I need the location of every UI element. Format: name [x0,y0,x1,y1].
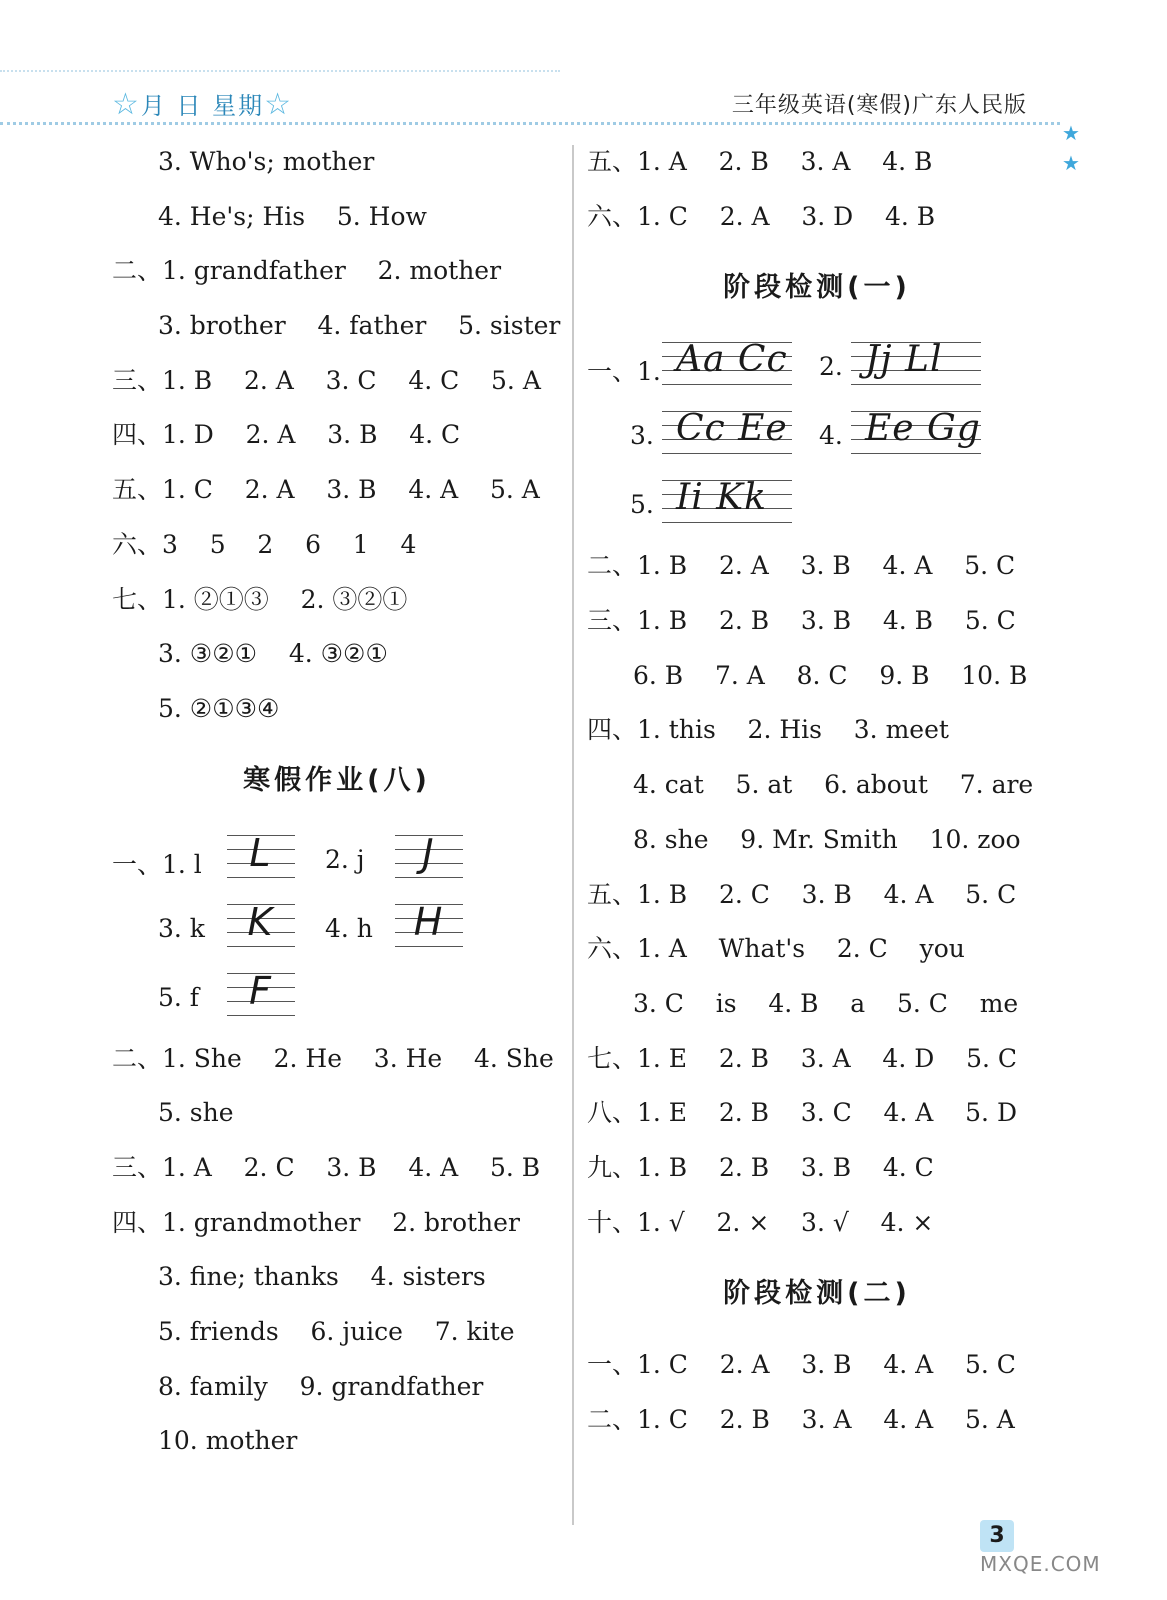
answer-text: 四、1. D 2. A 3. B 4. C [112,420,461,450]
header-dotted-line [0,122,1060,125]
handwriting-row [112,825,562,894]
answer-text: 七、1. E 2. B 3. A 4. D 5. C [587,1043,1017,1073]
answer-text: 3. C is 4. B a 5. C me [633,988,1019,1018]
star-icon: ★ [1062,151,1080,175]
column-divider [572,145,574,1525]
answer-text: 三、1. B 2. A 3. C 4. C 5. A [112,365,541,395]
answer-row [587,977,1047,1032]
handwriting-item [112,894,312,963]
answer-row [587,190,1047,245]
writing-lines [227,825,295,891]
answer-text: 5. ②①③④ [158,693,280,723]
handwritten-letters: Aa Cc [676,339,788,381]
handwritten-letters: Ee Gg [865,408,981,450]
answer-row [112,190,562,245]
answer-row [587,135,1047,190]
answer-text: 五、1. A 2. B 3. A 4. B [587,147,933,176]
answer-row [587,1141,1047,1196]
item-number: 一、1. [587,357,661,387]
answer-text: 四、1. this 2. His 3. meet [587,715,949,745]
answer-row [112,1250,562,1305]
item-number: 4. h [325,913,373,943]
watermark: MXQE.COM [980,1552,1101,1576]
header-dotted-line-top [0,70,560,72]
answer-text: 3. brother 4. father 5. sister [158,311,561,341]
answer-text: 二、1. B 2. A 3. B 4. A 5. C [587,551,1016,581]
answer-text: 3. ③②① 4. ③②① [158,639,388,669]
answer-row [587,758,1047,813]
answer-row [587,1032,1047,1087]
handwritten-letters: Jj Ll [865,339,943,381]
handwriting-item [819,332,1029,401]
answer-row [112,1360,562,1415]
date-label-text: 月 日 星期 [140,92,265,120]
answer-text: 九、1. B 2. B 3. B 4. C [587,1152,934,1182]
answer-row [587,1338,1047,1393]
handwriting-item [325,894,465,963]
answer-text: 4. cat 5. at 6. about 7. are [633,770,1034,800]
answer-row [112,1141,562,1196]
answer-text: 二、1. She 2. He 3. He 4. She [112,1043,554,1073]
item-number: 3. [630,421,654,451]
answer-text: 五、1. B 2. C 3. B 4. A 5. C [587,879,1017,909]
handwritten-letter: L [249,830,273,875]
answer-row [587,703,1047,758]
answer-text: 10. mother [158,1426,298,1456]
answer-text: 六、3 5 2 6 1 4 [112,529,417,559]
writing-lines [395,825,463,891]
answer-row [112,463,562,518]
answer-text: 八、1. E 2. B 3. C 4. A 5. D [587,1098,1017,1128]
right-column [587,135,1047,1448]
book-title: 三年级英语(寒假)广东人民版 [731,93,1027,118]
item-number: 5. [630,490,654,520]
answer-row [112,354,562,409]
item-number: 2. [819,352,843,382]
answer-row [587,539,1047,594]
answer-text: 五、1. C 2. A 3. B 4. A 5. A [112,475,540,505]
handwriting-item [112,963,312,1032]
handwriting-item [587,401,817,470]
handwritten-letter: H [413,899,445,944]
answer-row [112,1414,562,1469]
answer-row [587,868,1047,923]
answer-text: 七、1. ②①③ 2. ③②① [112,584,408,614]
answer-row [112,627,562,682]
answer-row [112,244,562,299]
writing-lines [851,332,981,398]
answer-row [112,518,562,573]
item-number: 5. f [158,982,200,1012]
answer-row [112,682,562,737]
handwriting-row [587,401,1047,470]
answer-row [587,649,1047,704]
handwritten-letter: F [249,968,273,1013]
handwriting-row [112,894,562,963]
answer-text: 二、1. grandfather 2. mother [112,256,502,286]
item-number: 3. k [158,913,205,943]
section-heading: 阶段检测(二) [723,1278,911,1310]
answer-row [587,1393,1047,1448]
handwritten-letter: J [422,830,436,875]
section-heading: 寒假作业(八) [243,764,431,796]
answer-text: 8. she 9. Mr. Smith 10. zoo [633,824,1021,854]
decorative-stars [1062,118,1080,178]
item-number: 一、1. l [112,849,202,879]
answer-text: 三、1. A 2. C 3. B 4. A 5. B [112,1152,541,1182]
answer-row [587,813,1047,868]
answer-text: 8. family 9. grandfather [158,1371,484,1401]
writing-lines [395,894,463,960]
handwriting-row [587,332,1047,401]
handwriting-item [587,332,817,401]
answer-row [112,299,562,354]
handwritten-letters: Cc Ee [676,408,788,450]
answer-row [112,1032,562,1087]
section-heading: 阶段检测(一) [723,272,911,304]
star-icon: ☆ [264,87,294,122]
handwriting-row [587,470,1047,539]
answer-text: 6. B 7. A 8. C 9. B 10. B [633,660,1028,690]
answer-row [587,1196,1047,1251]
item-number: 2. j [325,844,365,874]
answer-text: 六、1. A What's 2. C you [587,934,965,964]
handwriting-item [819,401,1029,470]
answer-text: 十、1. √ 2. × 3. √ 4. × [587,1207,934,1237]
writing-lines [851,401,981,467]
answer-text: 3. Who's; mother [158,147,375,176]
answer-row [112,135,562,190]
item-number: 4. [819,421,843,451]
answer-row [587,1086,1047,1141]
answer-row [112,1196,562,1251]
answer-text: 3. fine; thanks 4. sisters [158,1262,486,1292]
answer-row [587,594,1047,649]
writing-lines [227,894,295,960]
answer-text: 5. she [158,1098,234,1128]
page-number: 3 [980,1520,1014,1552]
answer-row [112,573,562,628]
answer-text: 二、1. C 2. B 3. A 4. A 5. A [587,1405,1015,1434]
handwriting-item [325,825,465,894]
left-column [112,135,562,1469]
answer-row [112,408,562,463]
answer-text: 一、1. C 2. A 3. B 4. A 5. C [587,1350,1016,1380]
star-icon: ☆ [112,87,141,122]
handwritten-letters: Ii Kk [676,477,767,519]
date-label [112,86,293,122]
writing-lines [662,470,792,536]
answer-text: 三、1. B 2. B 3. B 4. B 5. C [587,606,1016,636]
answer-text: 4. He's; His 5. How [158,201,427,231]
star-icon: ★ [1062,121,1080,145]
answer-row [112,1305,562,1360]
answer-text: 四、1. grandmother 2. brother [112,1207,520,1237]
handwriting-item [587,470,817,539]
answer-row [112,1086,562,1141]
answer-row [587,922,1047,977]
writing-lines [662,332,792,398]
handwriting-row [112,963,562,1032]
answer-text: 5. friends 6. juice 7. kite [158,1317,515,1346]
writing-lines [662,401,792,467]
writing-lines [227,963,295,1029]
handwritten-letter: K [247,899,275,944]
answer-text: 六、1. C 2. A 3. D 4. B [587,201,936,231]
handwriting-item [112,825,312,894]
